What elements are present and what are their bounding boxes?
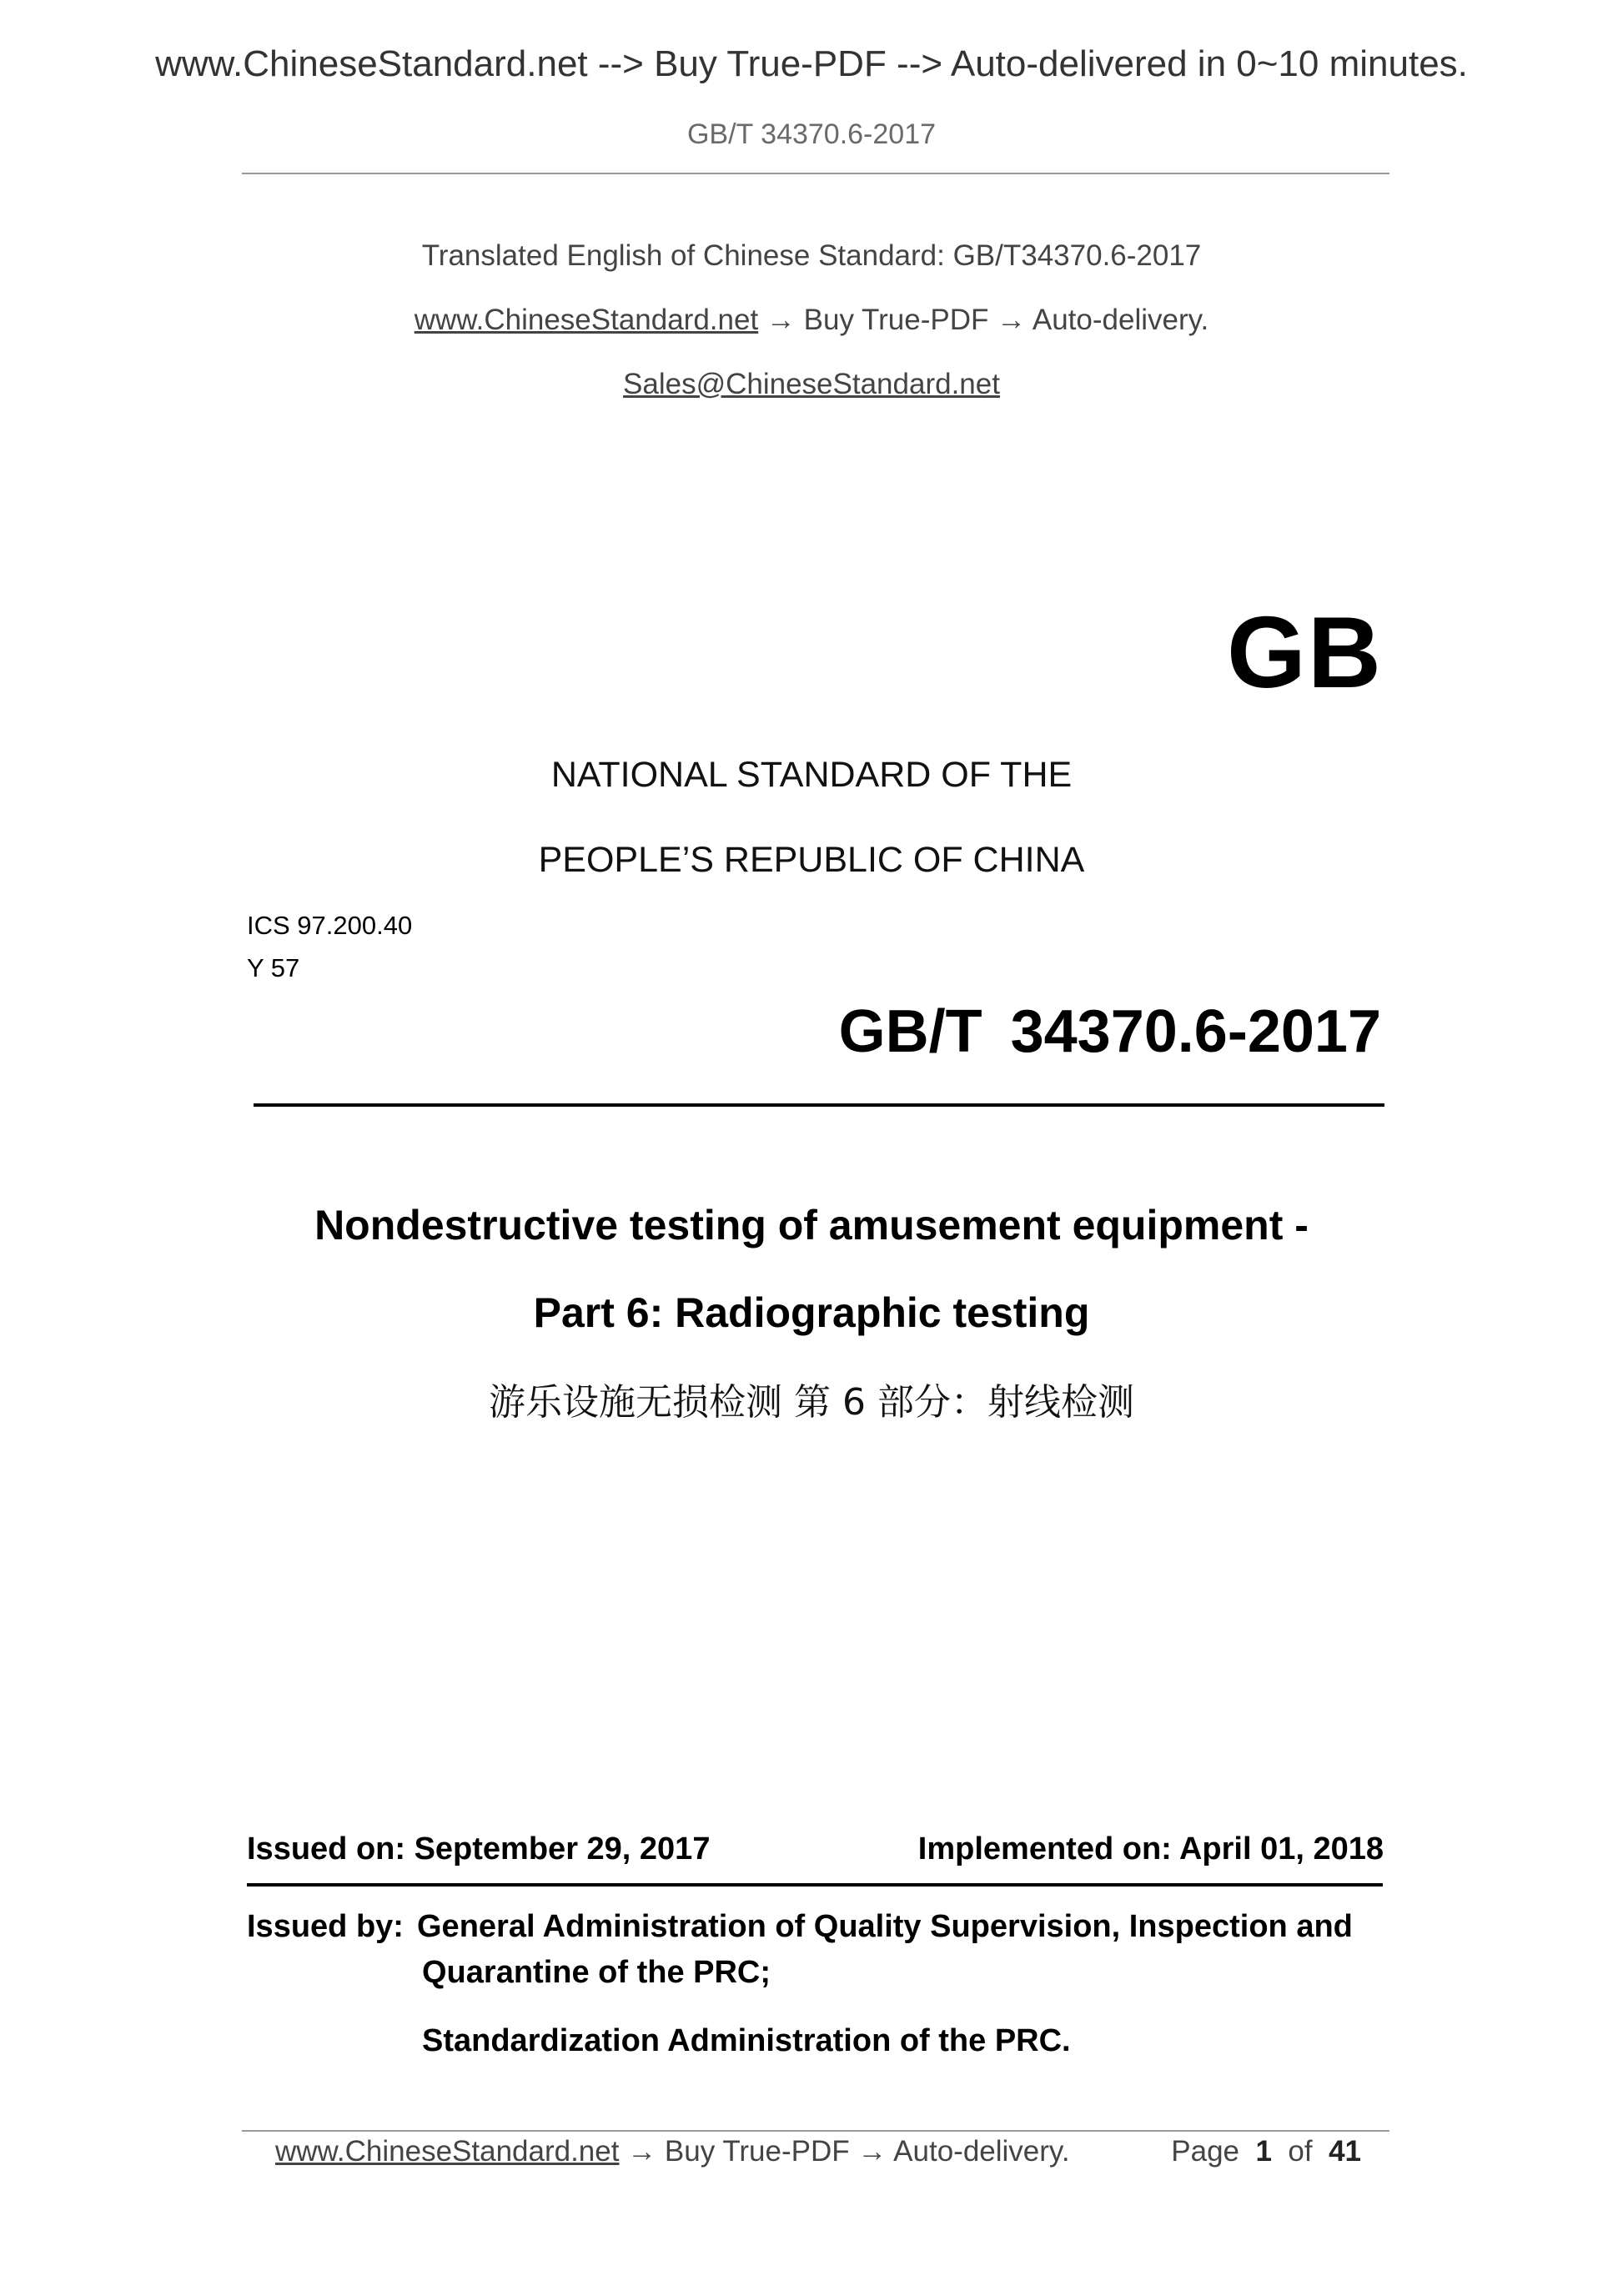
footer-site-link[interactable]: www.ChineseStandard.net (275, 2135, 620, 2168)
national-standard-line2: PEOPLE’S REPUBLIC OF CHINA (538, 840, 1085, 880)
title-divider (254, 1103, 1384, 1107)
issued-on-date: Issued on: September 29, 2017 (247, 1831, 711, 1866)
sales-email-line (0, 368, 1623, 401)
standard-number: GB/T 34370.6-2017 (838, 998, 1381, 1065)
translated-notice: Translated English of Chinese Standard: GB/T34370.6-2017 (421, 239, 1202, 272)
title-chinese: 游乐设施无损检测 第 6 部分：射线检测 (489, 1381, 1134, 1424)
dates-divider (247, 1883, 1383, 1887)
implemented-on-date: Implemented on: April 01, 2018 (917, 1831, 1384, 1866)
title-english-line1: Nondestructive testing of amusement equipment - (314, 1202, 1309, 1248)
issuer-line3: Standardization Administration of the PRC. (422, 2023, 1071, 2058)
of-label: of (1288, 2135, 1313, 2168)
footer-delivery-text: → Buy True-PDF → Auto-delivery. (619, 2135, 1070, 2168)
delivery-text: → Buy True-PDF → Auto-delivery. (758, 304, 1209, 336)
page-label: Page (1171, 2135, 1240, 2168)
delivery-line (0, 304, 1623, 337)
footer-divider (242, 2130, 1389, 2132)
top-banner: www.ChineseStandard.net --> Buy True-PDF --> Auto-delivered in 0~10 minutes. (155, 43, 1468, 84)
page-indicator (1171, 2135, 1361, 2168)
ics-code: ICS 97.200.40 (247, 911, 413, 940)
issued-by-label: Issued by: (247, 1909, 404, 1944)
footer-delivery-line (275, 2135, 1070, 2168)
page-number: 1 (1255, 2135, 1272, 2168)
title-english-line2: Part 6: Radiographic testing (533, 1289, 1090, 1336)
issuer-line1: General Administration of Quality Supervision, Inspection and (417, 1909, 1353, 1944)
header-standard-code: GB/T 34370.6-2017 (686, 118, 937, 150)
national-standard-line1: NATIONAL STANDARD OF THE (550, 755, 1073, 795)
classification-code: Y 57 (247, 953, 300, 982)
sales-email-link[interactable]: Sales@ChineseStandard.net (623, 368, 1000, 400)
page-total: 41 (1329, 2135, 1361, 2168)
gb-logo: GB (1227, 595, 1383, 709)
issuer-line2: Quarantine of the PRC; (422, 1955, 771, 1990)
header-divider (242, 173, 1389, 174)
site-link[interactable]: www.ChineseStandard.net (414, 304, 759, 336)
